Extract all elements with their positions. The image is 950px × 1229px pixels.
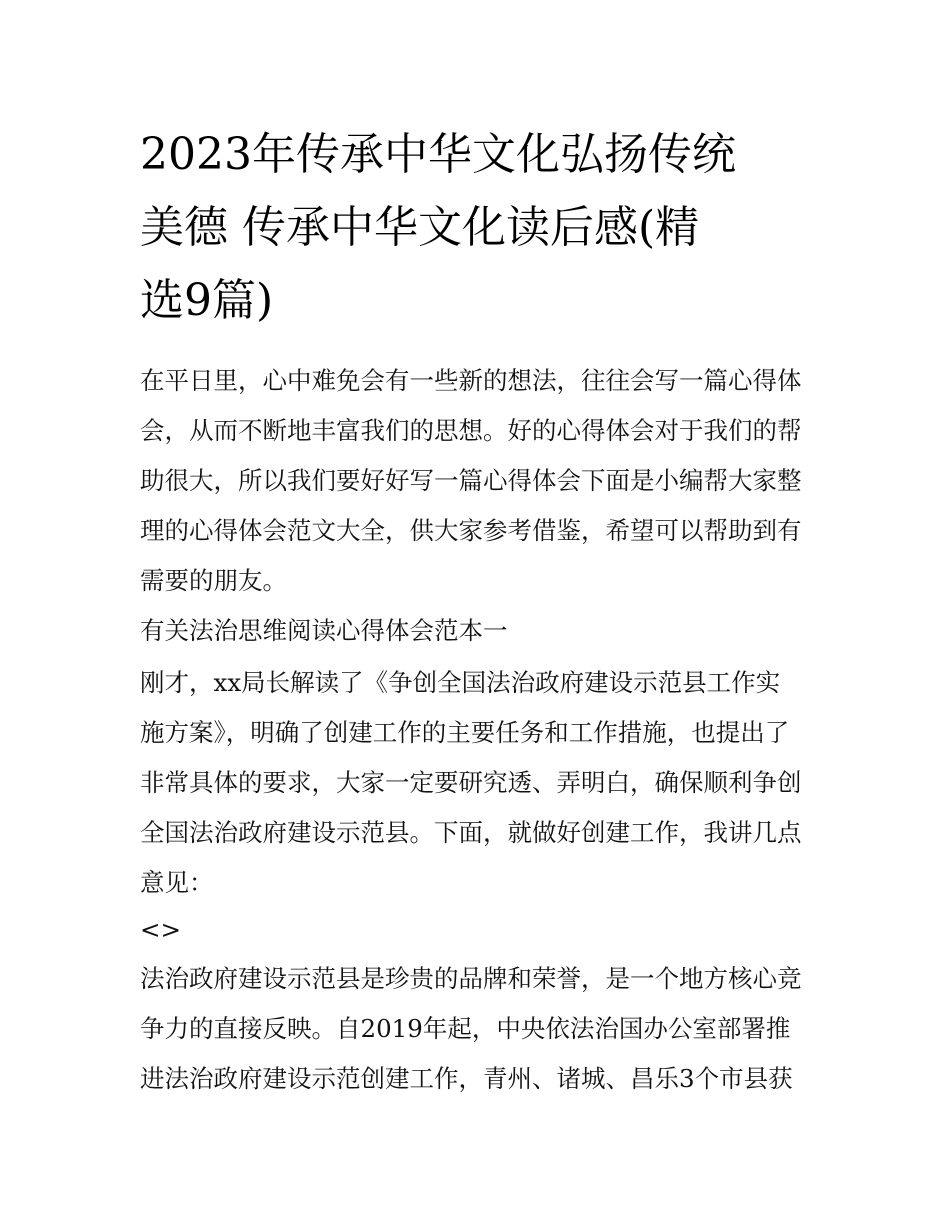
intro-line-5: 需要的朋友。 — [140, 566, 287, 595]
intro-line-1: 在平日里，心中难免会有一些新的想法，往往会写一篇心得体 — [140, 366, 802, 395]
marker-text: <> — [140, 915, 182, 944]
title-line-3: 选9篇) — [140, 275, 274, 326]
body2-line-2: 争力的直接反映。自2019年起，中央依法治国办公室部署推 — [140, 1014, 791, 1043]
body-paragraph-1 — [140, 658, 820, 908]
document-title — [140, 118, 820, 337]
body2-line-1: 法治政府建设示范县是珍贵的品牌和荣誉，是一个地方核心竞 — [140, 964, 802, 993]
intro-line-2: 会，从而不断地丰富我们的思想。好的心得体会对于我们的帮 — [140, 416, 802, 445]
body2-line-3: 进法治政府建设示范创建工作，青州、诸城、昌乐3个市县获 — [140, 1064, 793, 1093]
body-line-1: 刚才，xx局长解读了《争创全国法治政府建设示范县工作实 — [140, 668, 781, 697]
body-line-4: 全国法治政府建设示范县。下面，就做好创建工作，我讲几点 — [140, 818, 802, 847]
section-heading: 有关法治思维阅读心得体会范本一 — [140, 616, 508, 645]
intro-paragraph — [140, 356, 820, 606]
document-body — [140, 356, 820, 1104]
body-line-2: 施方案》，明确了创建工作的主要任务和工作措施，也提出了 — [140, 718, 790, 747]
body-line-3: 非常具体的要求，大家一定要研究透、弄明白，确保顺利争创 — [140, 768, 802, 797]
intro-line-4: 理的心得体会范文大全，供大家参考借鉴，希望可以帮助到有 — [140, 516, 802, 545]
body-line-5: 意见： — [140, 868, 214, 897]
title-line-1: 2023年传承中华文化弘扬传统 — [140, 129, 736, 180]
body-paragraph-2 — [140, 954, 820, 1104]
intro-line-3: 助很大，所以我们要好好写一篇心得体会下面是小编帮大家整 — [140, 466, 802, 495]
title-line-2: 美德 传承中华文化读后感(精 — [140, 202, 700, 253]
